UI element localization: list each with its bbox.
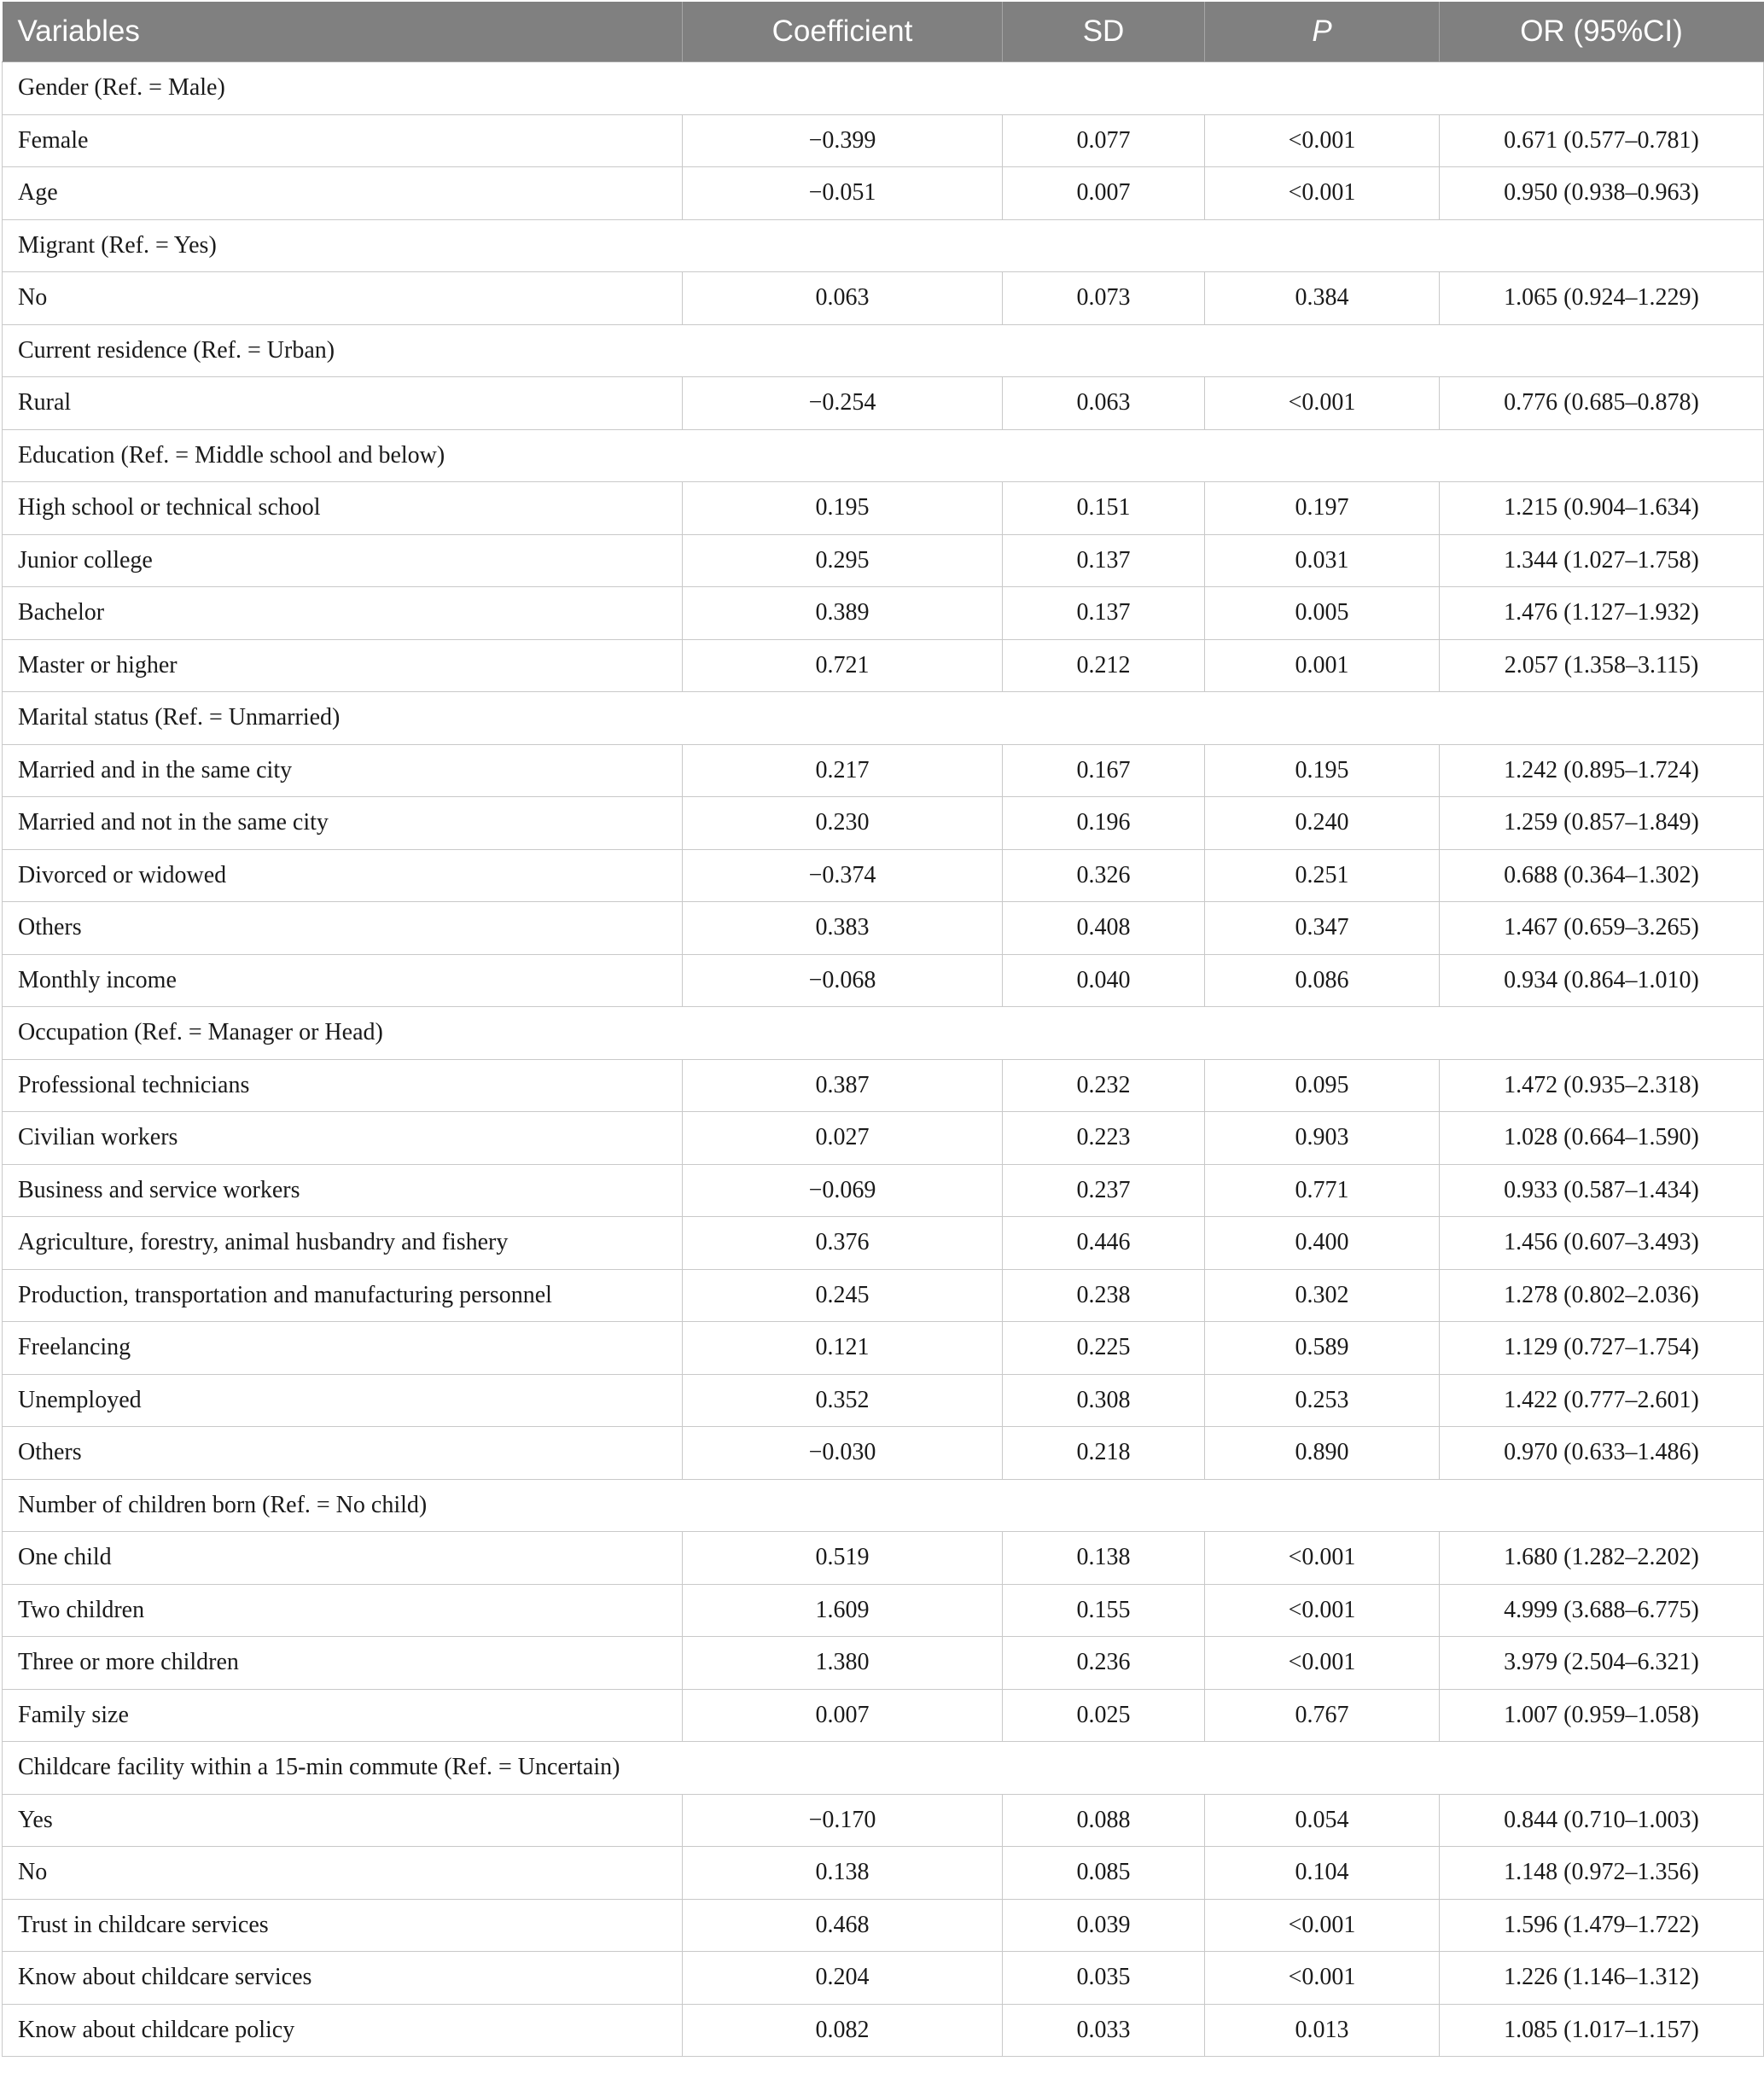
table-row xyxy=(3,797,1764,850)
cell-p: 0.013 xyxy=(1205,2004,1440,2057)
cell-coefficient: 0.204 xyxy=(683,1952,1003,2005)
cell-variable: Rural xyxy=(3,377,683,430)
header-p-text: P xyxy=(1312,15,1332,48)
table-row xyxy=(3,482,1764,535)
header-coefficient: Coefficient xyxy=(683,2,1003,62)
cell-p: 0.767 xyxy=(1205,1689,1440,1742)
cell-sd: 0.196 xyxy=(1003,797,1205,850)
cell-variable: Female xyxy=(3,114,683,167)
table-row xyxy=(3,1899,1764,1952)
cell-or: 1.215 (0.904–1.634) xyxy=(1440,482,1764,535)
group-label: Number of children born (Ref. = No child) xyxy=(3,1479,1764,1532)
cell-coefficient: −0.051 xyxy=(683,167,1003,220)
cell-or: 1.596 (1.479–1.722) xyxy=(1440,1899,1764,1952)
cell-p: 0.095 xyxy=(1205,1059,1440,1112)
header-or: OR (95%CI) xyxy=(1440,2,1764,62)
cell-sd: 0.025 xyxy=(1003,1689,1205,1742)
cell-variable: No xyxy=(3,272,683,325)
cell-variable: Know about childcare policy xyxy=(3,2004,683,2057)
cell-p: 0.253 xyxy=(1205,1374,1440,1427)
cell-p: <0.001 xyxy=(1205,1899,1440,1952)
cell-sd: 0.085 xyxy=(1003,1847,1205,1900)
cell-p: 0.031 xyxy=(1205,534,1440,587)
regression-table xyxy=(2,2,1764,2057)
group-label: Education (Ref. = Middle school and below) xyxy=(3,429,1764,482)
cell-variable: Monthly income xyxy=(3,954,683,1007)
cell-p: 0.400 xyxy=(1205,1217,1440,1270)
cell-coefficient: 0.245 xyxy=(683,1269,1003,1322)
table-row xyxy=(3,902,1764,955)
cell-coefficient: 0.387 xyxy=(683,1059,1003,1112)
cell-or: 1.456 (0.607–3.493) xyxy=(1440,1217,1764,1270)
table-group-row xyxy=(3,1479,1764,1532)
cell-sd: 0.155 xyxy=(1003,1584,1205,1637)
cell-or: 1.226 (1.146–1.312) xyxy=(1440,1952,1764,2005)
table-row xyxy=(3,1427,1764,1480)
cell-p: <0.001 xyxy=(1205,114,1440,167)
table-group-row xyxy=(3,429,1764,482)
header-row xyxy=(3,2,1764,62)
cell-or: 1.242 (0.895–1.724) xyxy=(1440,744,1764,797)
cell-or: 1.467 (0.659–3.265) xyxy=(1440,902,1764,955)
cell-variable: Master or higher xyxy=(3,639,683,692)
group-label: Occupation (Ref. = Manager or Head) xyxy=(3,1007,1764,1060)
cell-coefficient: 0.007 xyxy=(683,1689,1003,1742)
cell-sd: 0.218 xyxy=(1003,1427,1205,1480)
header-p xyxy=(1205,2,1440,62)
cell-p: 0.771 xyxy=(1205,1164,1440,1217)
group-label: Current residence (Ref. = Urban) xyxy=(3,324,1764,377)
cell-variable: Civilian workers xyxy=(3,1112,683,1165)
cell-sd: 0.033 xyxy=(1003,2004,1205,2057)
cell-sd: 0.236 xyxy=(1003,1637,1205,1690)
cell-p: 0.195 xyxy=(1205,744,1440,797)
cell-or: 1.065 (0.924–1.229) xyxy=(1440,272,1764,325)
cell-variable: Others xyxy=(3,1427,683,1480)
cell-coefficient: 0.389 xyxy=(683,587,1003,640)
table-row xyxy=(3,1689,1764,1742)
cell-sd: 0.223 xyxy=(1003,1112,1205,1165)
cell-coefficient: 0.027 xyxy=(683,1112,1003,1165)
cell-sd: 0.063 xyxy=(1003,377,1205,430)
cell-or: 0.950 (0.938–0.963) xyxy=(1440,167,1764,220)
table-row xyxy=(3,1112,1764,1165)
cell-variable: No xyxy=(3,1847,683,1900)
cell-coefficient: 0.295 xyxy=(683,534,1003,587)
table-row xyxy=(3,1794,1764,1847)
cell-p: 0.197 xyxy=(1205,482,1440,535)
group-label: Gender (Ref. = Male) xyxy=(3,62,1764,115)
cell-sd: 0.167 xyxy=(1003,744,1205,797)
cell-p: 0.001 xyxy=(1205,639,1440,692)
cell-coefficient: 0.138 xyxy=(683,1847,1003,1900)
cell-variable: Production, transportation and manufacturing personnel xyxy=(3,1269,683,1322)
header-sd: SD xyxy=(1003,2,1205,62)
header-variables: Variables xyxy=(3,2,683,62)
cell-or: 0.671 (0.577–0.781) xyxy=(1440,114,1764,167)
group-label: Childcare facility within a 15-min commute (Ref. = Uncertain) xyxy=(3,1742,1764,1795)
cell-sd: 0.238 xyxy=(1003,1269,1205,1322)
cell-sd: 0.232 xyxy=(1003,1059,1205,1112)
cell-variable: Business and service workers xyxy=(3,1164,683,1217)
cell-or: 3.979 (2.504–6.321) xyxy=(1440,1637,1764,1690)
cell-p: <0.001 xyxy=(1205,1637,1440,1690)
table-row xyxy=(3,1164,1764,1217)
cell-sd: 0.039 xyxy=(1003,1899,1205,1952)
cell-sd: 0.007 xyxy=(1003,167,1205,220)
cell-or: 0.776 (0.685–0.878) xyxy=(1440,377,1764,430)
cell-coefficient: −0.030 xyxy=(683,1427,1003,1480)
cell-or: 1.129 (0.727–1.754) xyxy=(1440,1322,1764,1375)
group-label: Marital status (Ref. = Unmarried) xyxy=(3,692,1764,745)
cell-sd: 0.077 xyxy=(1003,114,1205,167)
cell-or: 1.028 (0.664–1.590) xyxy=(1440,1112,1764,1165)
cell-variable: Two children xyxy=(3,1584,683,1637)
table-group-row xyxy=(3,692,1764,745)
cell-variable: Age xyxy=(3,167,683,220)
cell-coefficient: −0.069 xyxy=(683,1164,1003,1217)
table-group-row xyxy=(3,1007,1764,1060)
cell-sd: 0.212 xyxy=(1003,639,1205,692)
cell-variable: Agriculture, forestry, animal husbandry and fishery xyxy=(3,1217,683,1270)
cell-sd: 0.326 xyxy=(1003,849,1205,902)
table-row xyxy=(3,2004,1764,2057)
cell-sd: 0.151 xyxy=(1003,482,1205,535)
cell-variable: Trust in childcare services xyxy=(3,1899,683,1952)
cell-or: 1.259 (0.857–1.849) xyxy=(1440,797,1764,850)
cell-or: 1.680 (1.282–2.202) xyxy=(1440,1532,1764,1585)
cell-sd: 0.308 xyxy=(1003,1374,1205,1427)
table-row xyxy=(3,744,1764,797)
table-group-row xyxy=(3,219,1764,272)
cell-p: <0.001 xyxy=(1205,167,1440,220)
cell-or: 0.970 (0.633–1.486) xyxy=(1440,1427,1764,1480)
cell-sd: 0.446 xyxy=(1003,1217,1205,1270)
cell-or: 2.057 (1.358–3.115) xyxy=(1440,639,1764,692)
table-row xyxy=(3,167,1764,220)
cell-sd: 0.408 xyxy=(1003,902,1205,955)
cell-coefficient: 0.217 xyxy=(683,744,1003,797)
cell-sd: 0.088 xyxy=(1003,1794,1205,1847)
cell-variable: Professional technicians xyxy=(3,1059,683,1112)
cell-p: 0.302 xyxy=(1205,1269,1440,1322)
cell-coefficient: 0.721 xyxy=(683,639,1003,692)
cell-p: 0.054 xyxy=(1205,1794,1440,1847)
cell-p: 0.251 xyxy=(1205,849,1440,902)
cell-coefficient: −0.254 xyxy=(683,377,1003,430)
table-row xyxy=(3,1217,1764,1270)
cell-p: 0.384 xyxy=(1205,272,1440,325)
table-row xyxy=(3,1374,1764,1427)
cell-coefficient: 0.352 xyxy=(683,1374,1003,1427)
cell-variable: Others xyxy=(3,902,683,955)
cell-coefficient: 0.376 xyxy=(683,1217,1003,1270)
table-body xyxy=(3,62,1764,2057)
table-group-row xyxy=(3,62,1764,115)
cell-or: 1.085 (1.017–1.157) xyxy=(1440,2004,1764,2057)
table-row xyxy=(3,849,1764,902)
cell-variable: Divorced or widowed xyxy=(3,849,683,902)
table-row xyxy=(3,1584,1764,1637)
cell-coefficient: −0.399 xyxy=(683,114,1003,167)
table-row xyxy=(3,1952,1764,2005)
group-label: Migrant (Ref. = Yes) xyxy=(3,219,1764,272)
cell-coefficient: 1.380 xyxy=(683,1637,1003,1690)
cell-coefficient: −0.068 xyxy=(683,954,1003,1007)
cell-variable: Married and in the same city xyxy=(3,744,683,797)
cell-variable: Family size xyxy=(3,1689,683,1742)
table-group-row xyxy=(3,1742,1764,1795)
cell-sd: 0.137 xyxy=(1003,587,1205,640)
cell-coefficient: 1.609 xyxy=(683,1584,1003,1637)
cell-or: 1.472 (0.935–2.318) xyxy=(1440,1059,1764,1112)
table-group-row xyxy=(3,324,1764,377)
table-row xyxy=(3,1637,1764,1690)
table-row xyxy=(3,587,1764,640)
cell-variable: Yes xyxy=(3,1794,683,1847)
cell-p: 0.005 xyxy=(1205,587,1440,640)
table-row xyxy=(3,272,1764,325)
cell-variable: Married and not in the same city xyxy=(3,797,683,850)
cell-sd: 0.237 xyxy=(1003,1164,1205,1217)
cell-p: 0.903 xyxy=(1205,1112,1440,1165)
cell-or: 1.422 (0.777–2.601) xyxy=(1440,1374,1764,1427)
cell-variable: Unemployed xyxy=(3,1374,683,1427)
table-row xyxy=(3,639,1764,692)
cell-or: 4.999 (3.688–6.775) xyxy=(1440,1584,1764,1637)
cell-p: 0.086 xyxy=(1205,954,1440,1007)
cell-or: 0.688 (0.364–1.302) xyxy=(1440,849,1764,902)
cell-sd: 0.035 xyxy=(1003,1952,1205,2005)
cell-coefficient: 0.468 xyxy=(683,1899,1003,1952)
cell-or: 1.278 (0.802–2.036) xyxy=(1440,1269,1764,1322)
table-row xyxy=(3,114,1764,167)
cell-coefficient: 0.082 xyxy=(683,2004,1003,2057)
cell-coefficient: 0.383 xyxy=(683,902,1003,955)
cell-variable: One child xyxy=(3,1532,683,1585)
cell-sd: 0.137 xyxy=(1003,534,1205,587)
cell-or: 0.844 (0.710–1.003) xyxy=(1440,1794,1764,1847)
cell-p: <0.001 xyxy=(1205,1584,1440,1637)
table-row xyxy=(3,1059,1764,1112)
cell-variable: Know about childcare services xyxy=(3,1952,683,2005)
cell-coefficient: 0.519 xyxy=(683,1532,1003,1585)
cell-p: 0.347 xyxy=(1205,902,1440,955)
table-row xyxy=(3,1847,1764,1900)
table-row xyxy=(3,534,1764,587)
cell-variable: High school or technical school xyxy=(3,482,683,535)
cell-sd: 0.138 xyxy=(1003,1532,1205,1585)
cell-p: 0.589 xyxy=(1205,1322,1440,1375)
cell-coefficient: 0.121 xyxy=(683,1322,1003,1375)
cell-or: 0.933 (0.587–1.434) xyxy=(1440,1164,1764,1217)
cell-p: <0.001 xyxy=(1205,1952,1440,2005)
cell-or: 1.148 (0.972–1.356) xyxy=(1440,1847,1764,1900)
cell-coefficient: 0.063 xyxy=(683,272,1003,325)
cell-or: 1.476 (1.127–1.932) xyxy=(1440,587,1764,640)
cell-sd: 0.225 xyxy=(1003,1322,1205,1375)
table-row xyxy=(3,1532,1764,1585)
cell-coefficient: −0.170 xyxy=(683,1794,1003,1847)
cell-or: 0.934 (0.864–1.010) xyxy=(1440,954,1764,1007)
cell-p: 0.240 xyxy=(1205,797,1440,850)
table-row xyxy=(3,1269,1764,1322)
cell-variable: Junior college xyxy=(3,534,683,587)
cell-or: 1.344 (1.027–1.758) xyxy=(1440,534,1764,587)
cell-coefficient: 0.195 xyxy=(683,482,1003,535)
table-row xyxy=(3,377,1764,430)
cell-variable: Bachelor xyxy=(3,587,683,640)
cell-p: <0.001 xyxy=(1205,377,1440,430)
cell-p: 0.104 xyxy=(1205,1847,1440,1900)
cell-variable: Freelancing xyxy=(3,1322,683,1375)
cell-or: 1.007 (0.959–1.058) xyxy=(1440,1689,1764,1742)
cell-variable: Three or more children xyxy=(3,1637,683,1690)
table-row xyxy=(3,954,1764,1007)
cell-coefficient: −0.374 xyxy=(683,849,1003,902)
table-header xyxy=(3,2,1764,62)
cell-sd: 0.073 xyxy=(1003,272,1205,325)
table-row xyxy=(3,1322,1764,1375)
cell-coefficient: 0.230 xyxy=(683,797,1003,850)
cell-p: 0.890 xyxy=(1205,1427,1440,1480)
cell-p: <0.001 xyxy=(1205,1532,1440,1585)
cell-sd: 0.040 xyxy=(1003,954,1205,1007)
